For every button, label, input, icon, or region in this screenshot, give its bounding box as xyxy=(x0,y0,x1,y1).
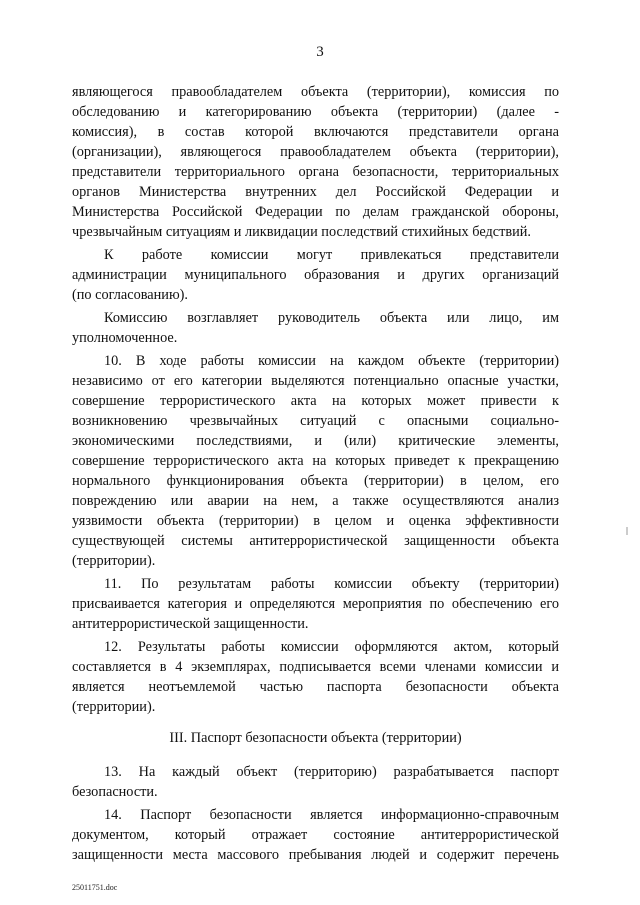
text-line: уязвимости объекта (территории) в целом и оценка эффективности xyxy=(72,513,559,529)
text-line: защищенности места массового пребывания людей и содержит перечень xyxy=(72,847,559,863)
document-body xyxy=(72,82,559,865)
text-line: антитеррористической защищенности. xyxy=(72,616,309,632)
text-line: повреждению или аварии на нем, а также осуществляются анализ xyxy=(72,493,559,509)
text-line: (территории). xyxy=(72,699,156,715)
text-line: (территории). xyxy=(72,553,156,569)
text-line: К работе комиссии могут привлекаться представители xyxy=(104,247,559,263)
page-number: 3 xyxy=(316,44,324,60)
text-line: администрации муниципального образования и других организаций xyxy=(72,267,559,283)
text-line: комиссия), в состав которой включаются представители органа xyxy=(72,124,559,140)
text-line: независимо от его категории выделяются потенциально опасные участки, xyxy=(72,373,559,389)
text-line: экономическими последствиями, и (или) критические элементы, xyxy=(72,433,559,449)
text-line: документом, который отражает состояние антитеррористической xyxy=(72,827,559,843)
text-line: присваивается категория и определяются мероприятия по обеспечению его xyxy=(72,596,559,612)
text-line: составляется в 4 экземплярах, подписывается всеми членами комиссии и xyxy=(72,659,559,675)
text-line: обследованию и категорированию объекта (территории) (далее - xyxy=(72,104,559,120)
section-heading: III. Паспорт безопасности объекта (территории) xyxy=(169,730,462,746)
text-line: уполномоченное. xyxy=(72,330,178,346)
text-line: 12. Результаты работы комиссии оформляются актом, который xyxy=(104,639,559,655)
file-name-footer: 25011751.doc xyxy=(72,883,118,892)
text-line: (по согласованию). xyxy=(72,287,188,303)
text-line: органов Министерства внутренних дел Российской Федерации и xyxy=(72,184,559,200)
text-line: 13. На каждый объект (территорию) разрабатывается паспорт xyxy=(104,764,559,780)
text-line: 10. В ходе работы комиссии на каждом объекте (территории) xyxy=(104,353,559,369)
text-line: существующей системы антитеррористической защищенности объекта xyxy=(72,533,559,549)
text-line: нормального функционирования объекта (территории) в целом, его xyxy=(72,473,559,489)
text-line: (организации), являющегося правообладателем объекта (территории), xyxy=(72,144,559,160)
text-line: безопасности. xyxy=(72,784,158,800)
text-line: 14. Паспорт безопасности является информационно-справочным xyxy=(104,807,559,823)
text-line: совершение террористического акта на которых приведет к прекращению xyxy=(72,453,559,469)
margin-mark xyxy=(626,527,628,535)
text-line: возникновению чрезвычайных ситуаций с опасными социально- xyxy=(72,413,559,429)
text-line: представители территориального органа безопасности, территориальных xyxy=(72,164,559,180)
text-line: являющегося правообладателем объекта (территории), комиссия по xyxy=(72,84,559,100)
text-line: Министерства Российской Федерации по делам гражданской обороны, xyxy=(72,204,559,220)
text-line: чрезвычайным ситуациям и ликвидации последствий стихийных бедствий. xyxy=(72,224,531,240)
text-line: 11. По результатам работы комиссии объекту (территории) xyxy=(104,576,559,592)
text-line: является неотъемлемой частью паспорта безопасности объекта xyxy=(72,679,559,695)
text-line: совершение террористического акта на которых может привести к xyxy=(72,393,559,409)
text-line: Комиссию возглавляет руководитель объекта или лицо, им xyxy=(104,310,559,326)
